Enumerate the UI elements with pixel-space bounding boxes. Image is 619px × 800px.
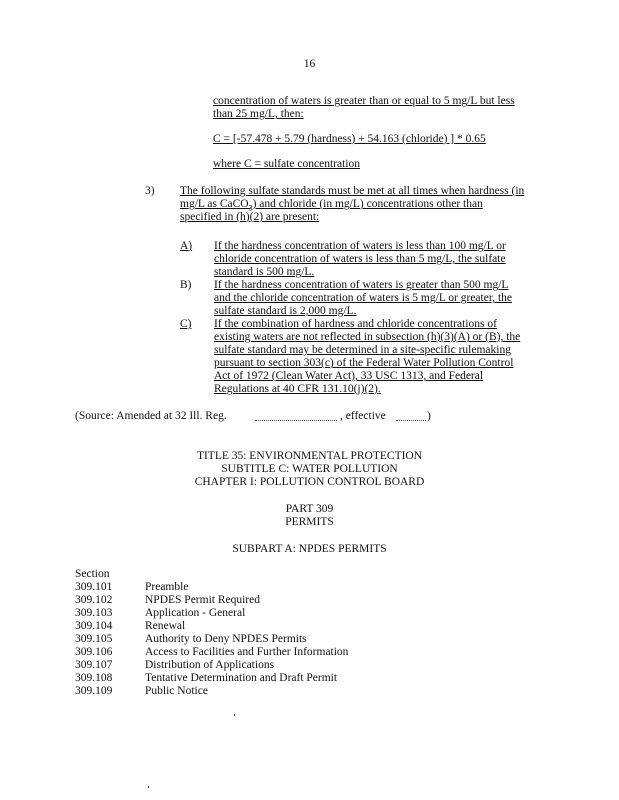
subitem-c-label: C): [180, 318, 192, 330]
continuation-line-2: than 25 mg/L, then:: [213, 108, 304, 120]
subitem-b-line-2: and the chloride concentration of waters is 5 mg/L or greater, the: [214, 292, 513, 304]
subitem-c-line-3: sulfate standard may be determined in a site-specific rulemaking: [214, 344, 511, 356]
section-number: 309.105: [75, 633, 113, 645]
subpart-heading: SUBPART A: NPDES PERMITS: [232, 543, 387, 555]
scan-speck: [234, 714, 235, 716]
item-3-line-2: mg/L as CaCO$_3$) and chloride (in mg/L) concentrations other than: [180, 198, 483, 213]
item-3-line-3: specified in (h)(2) are present:: [180, 211, 320, 223]
section-title: Preamble: [145, 581, 189, 593]
section-title: Authority to Deny NPDES Permits: [145, 633, 307, 645]
source-date-blank: [396, 420, 426, 421]
subtitle-heading: SUBTITLE C: WATER POLLUTION: [221, 463, 398, 475]
formula-where: where C = sulfate concentration: [213, 158, 360, 170]
source-note-suffix: ): [427, 410, 431, 422]
section-number: 309.107: [75, 659, 113, 671]
section-number: 309.101: [75, 581, 113, 593]
page-number: 16: [303, 58, 316, 70]
subitem-b-line-1: If the hardness concentration of waters is greater than 500 mg/L: [214, 279, 509, 291]
source-note-effective: , effective: [340, 410, 386, 422]
continuation-line-1: concentration of waters is greater than or equal to 5 mg/L but less: [213, 95, 515, 107]
source-reg-blank: [255, 420, 337, 421]
item-3-number: 3): [145, 185, 155, 197]
subitem-a-label: A): [180, 240, 193, 252]
section-title: Access to Facilities and Further Information: [145, 646, 349, 658]
subitem-b-line-3: sulfate standard is 2,000 mg/L.: [214, 305, 357, 317]
source-note-prefix: (Source: Amended at 32 Ill. Reg.: [75, 410, 227, 422]
sulfate-formula: C = [-57.478 + 5.79 (hardness) + 54.163 (chloride) ] * 0.65: [213, 133, 486, 145]
subitem-c-line-6: Regulations at 40 CFR 131.10(j)(2).: [214, 383, 381, 395]
scan-speck: [148, 786, 149, 788]
section-number: 309.103: [75, 607, 113, 619]
subitem-a-line-2: chloride concentration of waters is less than 5 mg/L, the sulfate: [214, 253, 506, 265]
section-number: 309.104: [75, 620, 113, 632]
section-number: 309.102: [75, 594, 113, 606]
section-number: 309.109: [75, 685, 113, 697]
item-3-line-1: The following sulfate standards must be met at all times when hardness (in: [180, 185, 525, 197]
section-title: Distribution of Applications: [145, 659, 275, 671]
subitem-a-line-3: standard is 500 mg/L.: [214, 266, 315, 278]
title-heading: TITLE 35: ENVIRONMENTAL PROTECTION: [196, 450, 423, 462]
section-title: Tentative Determination and Draft Permit: [145, 672, 338, 684]
section-title: Application - General: [145, 607, 246, 619]
section-title: Renewal: [145, 620, 186, 632]
part-heading: PART 309: [285, 503, 334, 515]
section-title: Public Notice: [145, 685, 208, 697]
subitem-c-line-4: pursuant to section 303(c) of the Federal Water Pollution Control: [214, 357, 514, 369]
subitem-c-line-5: Act of 1972 (Clean Water Act), 33 USC 1313, and Federal: [214, 370, 484, 382]
subitem-a-line-1: If the hardness concentration of waters is less than 100 mg/L or: [214, 240, 506, 252]
subitem-c-line-1: If the combination of hardness and chloride concentrations of: [214, 318, 497, 330]
section-number: 309.108: [75, 672, 113, 684]
chapter-heading: CHAPTER I: POLLUTION CONTROL BOARD: [194, 476, 425, 488]
section-title: NPDES Permit Required: [145, 594, 260, 606]
part-name-heading: PERMITS: [285, 516, 334, 528]
section-column-header: Section: [75, 568, 110, 580]
subitem-b-label: B): [180, 279, 192, 291]
section-number: 309.106: [75, 646, 113, 658]
subitem-c-line-2: existing waters are not reflected in subsection (h)(3)(A) or (B), the: [214, 331, 521, 343]
